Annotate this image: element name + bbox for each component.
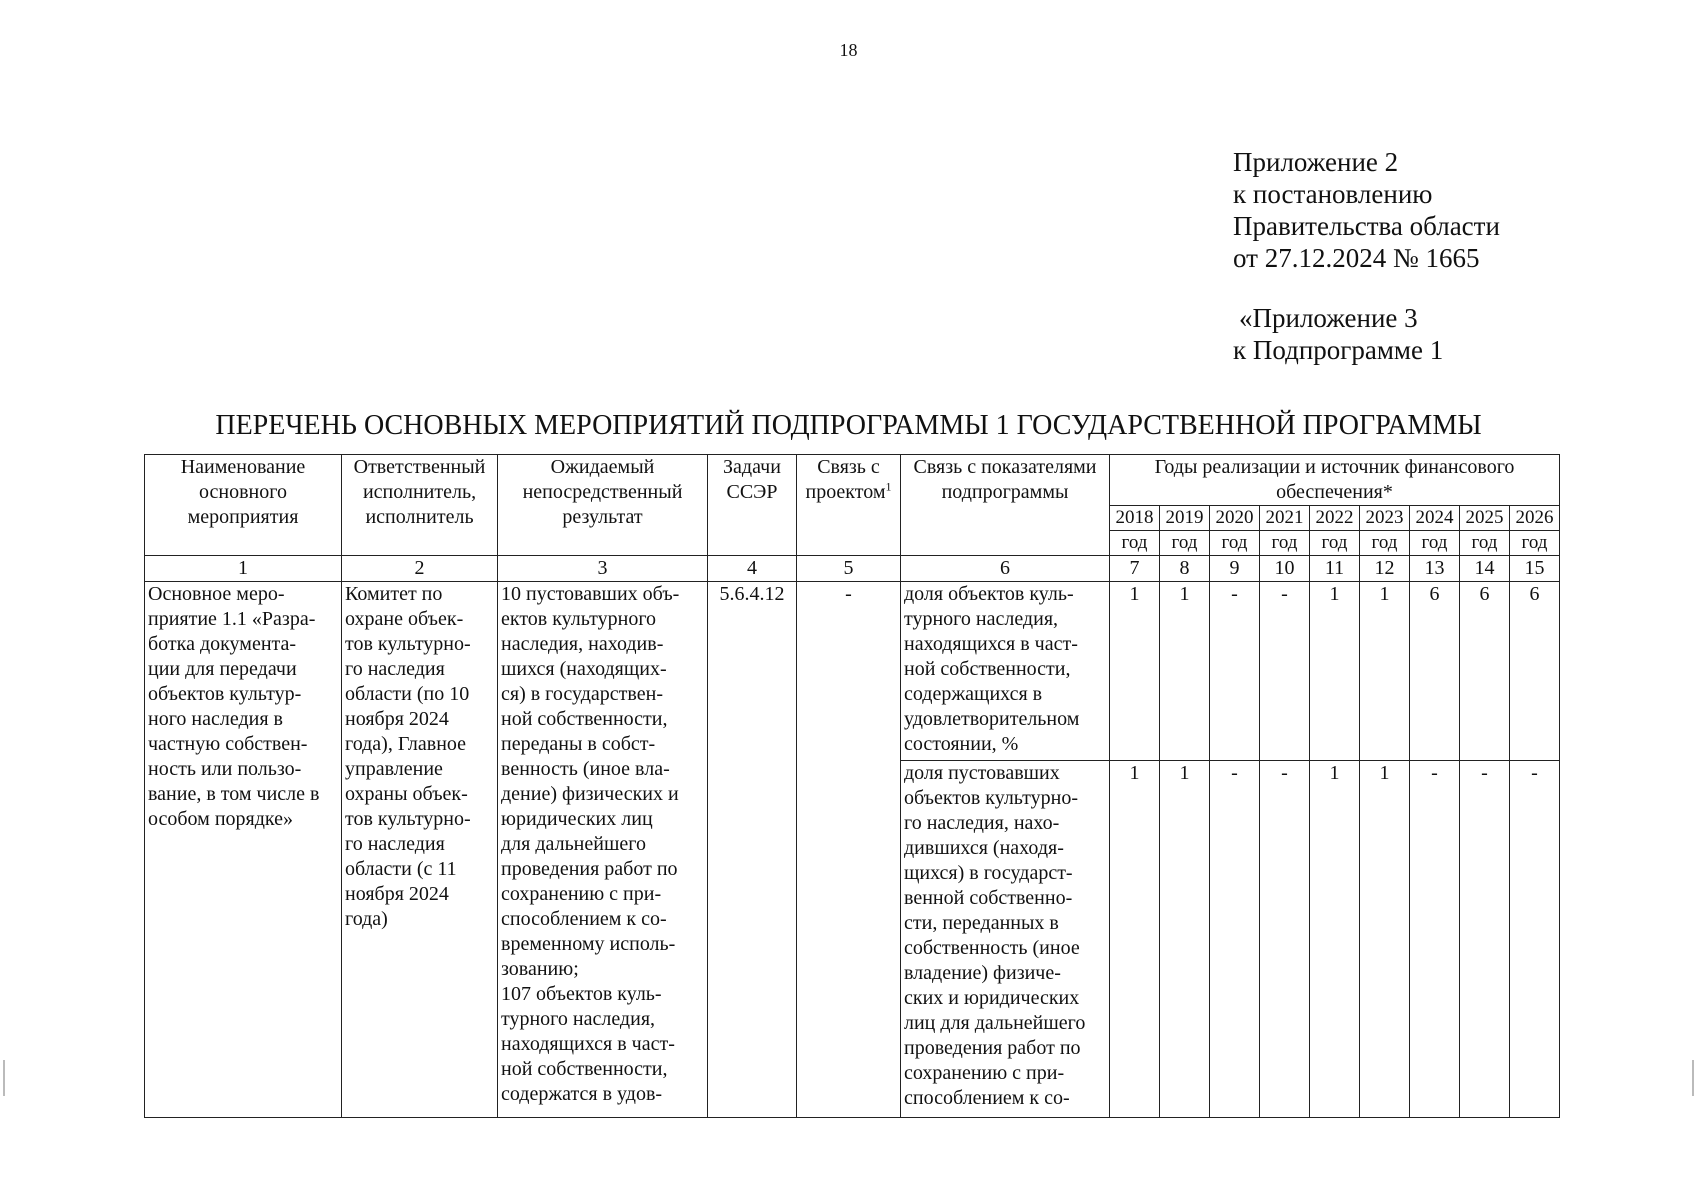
measure-name-cell: Основное меро- приятие 1.1 «Разра- ботка документа- ции для передачи объектов культур- ного наследия в частную собствен- ность или пользо- вание, в том числе в особом порядке» bbox=[145, 582, 342, 1118]
year-suffix: год bbox=[1110, 531, 1160, 556]
value-cell: 1 bbox=[1360, 582, 1410, 761]
year-suffix: год bbox=[1510, 531, 1560, 556]
year-suffix: год bbox=[1410, 531, 1460, 556]
indicator-cell: доля пустовавших объектов культурно- го наследия, нахо- дившихся (находя- щихся) в государст- венной собственно- сти, переданных в собственность (иное владение) физиче- ских и юридических лиц для дальнейшего проведения работ по сохранению с при- способлением к со- bbox=[901, 761, 1110, 1118]
executor-cell: Комитет по охране объек- тов культурно- го наследия области (по 10 ноября 2024 года), Главное управление охраны объек- тов культурно- го наследия области (с 11 ноября 2024 года) bbox=[342, 582, 498, 1118]
column-number: 9 bbox=[1210, 556, 1260, 582]
column-number: 8 bbox=[1160, 556, 1210, 582]
column-number: 11 bbox=[1310, 556, 1360, 582]
column-number: 7 bbox=[1110, 556, 1160, 582]
result-cell: 10 пустовавших объ- ектов культурного наследия, находив- шихся (находящих- ся) в государствен- ной собственности, переданы в собст- венность (иное вла- дение) физических и юридических лиц для дальнейшего проведения работ по сохранению с при- способлением к со- временному исполь- зованию; 107 объектов куль- турного наследия, находящихся в част- ной собственности, содержатся в удов- bbox=[498, 582, 708, 1118]
header-executor: Ответственный исполнитель, исполнитель bbox=[342, 455, 498, 556]
value-cell: - bbox=[1510, 761, 1560, 1118]
header-indicators: Связь с показателями подпрограммы bbox=[901, 455, 1110, 556]
attachment-block bbox=[1233, 146, 1500, 366]
column-number: 6 bbox=[901, 556, 1110, 582]
value-cell: - bbox=[1210, 761, 1260, 1118]
year-suffix: год bbox=[1310, 531, 1360, 556]
project-cell: - bbox=[797, 582, 901, 1118]
header-project bbox=[797, 455, 901, 556]
value-cell: 6 bbox=[1510, 582, 1560, 761]
column-number: 10 bbox=[1260, 556, 1310, 582]
value-cell: 1 bbox=[1310, 761, 1360, 1118]
column-number: 12 bbox=[1360, 556, 1410, 582]
value-cell: - bbox=[1210, 582, 1260, 761]
year-header: 2021 bbox=[1260, 506, 1310, 531]
scan-edge-mark bbox=[3, 1060, 5, 1096]
header-result: Ожидаемый непосредственный результат bbox=[498, 455, 708, 556]
year-suffix: год bbox=[1260, 531, 1310, 556]
column-number: 14 bbox=[1460, 556, 1510, 582]
attachment-gap bbox=[1233, 274, 1500, 302]
value-cell: - bbox=[1260, 761, 1310, 1118]
value-cell: 1 bbox=[1160, 761, 1210, 1118]
sub-attachment-line-2: к Подпрограмме 1 bbox=[1233, 335, 1444, 365]
measures-table bbox=[144, 454, 1560, 1118]
header-project-text: Связь с проектом bbox=[805, 456, 886, 503]
year-header: 2019 bbox=[1160, 506, 1210, 531]
header-name: Наименование основного мероприятия bbox=[145, 455, 342, 556]
year-header: 2023 bbox=[1360, 506, 1410, 531]
year-suffix: год bbox=[1210, 531, 1260, 556]
footnote-marker: 1 bbox=[885, 479, 892, 494]
attachment-line-4: от 27.12.2024 № 1665 bbox=[1233, 243, 1480, 273]
year-suffix: год bbox=[1160, 531, 1210, 556]
task-cell: 5.6.4.12 bbox=[708, 582, 797, 1118]
column-number: 1 bbox=[145, 556, 342, 582]
year-header: 2022 bbox=[1310, 506, 1360, 531]
header-task: Задачи ССЭР bbox=[708, 455, 797, 556]
value-cell: 6 bbox=[1410, 582, 1460, 761]
attachment-line-1: Приложение 2 bbox=[1233, 147, 1399, 177]
page-number: 18 bbox=[839, 40, 858, 60]
attachment-line-3: Правительства области bbox=[1233, 211, 1500, 241]
year-header: 2026 bbox=[1510, 506, 1560, 531]
column-number: 4 bbox=[708, 556, 797, 582]
indicator-cell: доля объектов куль- турного наследия, находящихся в част- ной собственности, содержащихся в удовлетворительном состоянии, % bbox=[901, 582, 1110, 761]
year-header: 2024 bbox=[1410, 506, 1460, 531]
value-cell: - bbox=[1410, 761, 1460, 1118]
year-suffix: год bbox=[1360, 531, 1410, 556]
value-cell: 6 bbox=[1460, 582, 1510, 761]
value-cell: 1 bbox=[1110, 582, 1160, 761]
column-number: 2 bbox=[342, 556, 498, 582]
value-cell: 1 bbox=[1110, 761, 1160, 1118]
value-cell: 1 bbox=[1310, 582, 1360, 761]
year-header: 2018 bbox=[1110, 506, 1160, 531]
value-cell: 1 bbox=[1160, 582, 1210, 761]
scan-edge-mark bbox=[1692, 1060, 1694, 1096]
value-cell: 1 bbox=[1360, 761, 1410, 1118]
column-number: 3 bbox=[498, 556, 708, 582]
header-years-group: Годы реализации и источник финансового обеспечения* bbox=[1110, 455, 1560, 506]
value-cell: - bbox=[1460, 761, 1510, 1118]
attachment-line-2: к постановлению bbox=[1233, 179, 1433, 209]
year-header: 2020 bbox=[1210, 506, 1260, 531]
value-cell: - bbox=[1260, 582, 1310, 761]
year-header: 2025 bbox=[1460, 506, 1510, 531]
column-number: 15 bbox=[1510, 556, 1560, 582]
column-number: 13 bbox=[1410, 556, 1460, 582]
sub-attachment-line-1: «Приложение 3 bbox=[1239, 303, 1418, 333]
column-number: 5 bbox=[797, 556, 901, 582]
document-title: ПЕРЕЧЕНЬ ОСНОВНЫХ МЕРОПРИЯТИЙ ПОДПРОГРАММЫ 1 ГОСУДАРСТВЕННОЙ ПРОГРАММЫ bbox=[215, 410, 1482, 441]
year-suffix: год bbox=[1460, 531, 1510, 556]
